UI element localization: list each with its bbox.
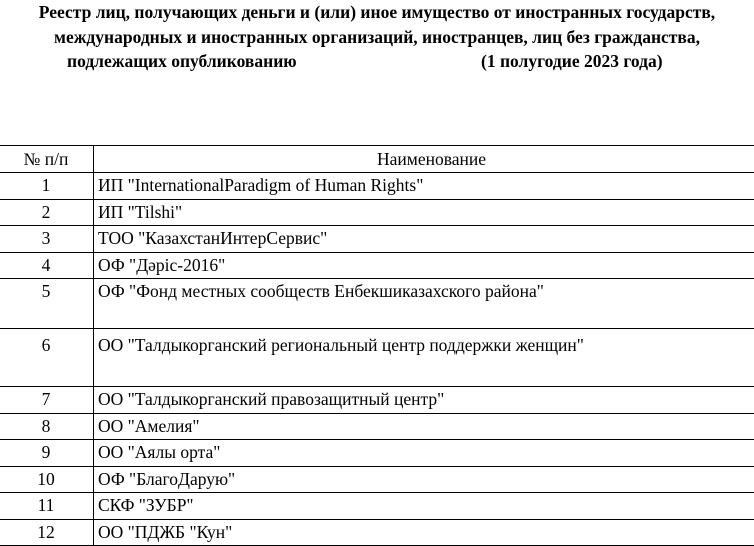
row-number: 9: [0, 440, 94, 467]
row-number: 7: [0, 387, 94, 414]
row-number: 4: [0, 252, 94, 279]
table-row: [0, 519, 754, 546]
row-number: 10: [0, 466, 94, 493]
row-name: ОФ "БлагоДарую": [94, 466, 754, 493]
row-number: 6: [0, 329, 94, 387]
registry-table: [0, 145, 754, 546]
table-row: [0, 279, 754, 329]
row-number: 5: [0, 279, 94, 329]
row-name: ОФ "Дәріс-2016": [94, 252, 754, 279]
row-number: 1: [0, 173, 94, 200]
table-row: [0, 329, 754, 387]
table-header-row: [0, 146, 754, 173]
row-name: ОО "ПДЖБ "Кун": [94, 519, 754, 546]
row-name: ИП "Tilshi": [94, 199, 754, 226]
document-title: [0, 0, 754, 74]
row-name: ОО "Талдыкорганский правозащитный центр": [94, 387, 754, 414]
table-row: [0, 493, 754, 520]
row-name: ТОО "КазахстанИнтерСервис": [94, 226, 754, 253]
row-name: ОФ "Фонд местных сообществ Енбекшиказахского района": [94, 279, 754, 329]
row-number: 11: [0, 493, 94, 520]
table-row: [0, 226, 754, 253]
row-number: 12: [0, 519, 94, 546]
row-number: 2: [0, 199, 94, 226]
table-row: [0, 199, 754, 226]
title-line-2: международных и иностранных организаций, иностранцев, лиц без гражданства,: [0, 25, 754, 50]
row-name: ОО "Амелия": [94, 413, 754, 440]
row-number: 3: [0, 226, 94, 253]
title-line-1: Реестр лиц, получающих деньги и (или) иное имущество от иностранных государств,: [0, 0, 754, 25]
row-name: ИП "InternationalParadigm of Human Rights": [94, 173, 754, 200]
table-row: [0, 252, 754, 279]
row-number: 8: [0, 413, 94, 440]
title-line-3-text: подлежащих опубликованию: [67, 49, 297, 74]
table-row: [0, 173, 754, 200]
header-name: Наименование: [94, 146, 754, 173]
table-row: [0, 387, 754, 414]
table-row: [0, 440, 754, 467]
row-name: СКФ "ЗУБР": [94, 493, 754, 520]
header-number: № п/п: [0, 146, 94, 173]
table-row: [0, 413, 754, 440]
table-row: [0, 466, 754, 493]
row-name: ОО "Аялы орта": [94, 440, 754, 467]
title-period: (1 полугодие 2023 года): [481, 49, 663, 74]
title-line-3: [0, 49, 754, 74]
row-name: ОО "Талдыкорганский региональный центр поддержки женщин": [94, 329, 754, 387]
